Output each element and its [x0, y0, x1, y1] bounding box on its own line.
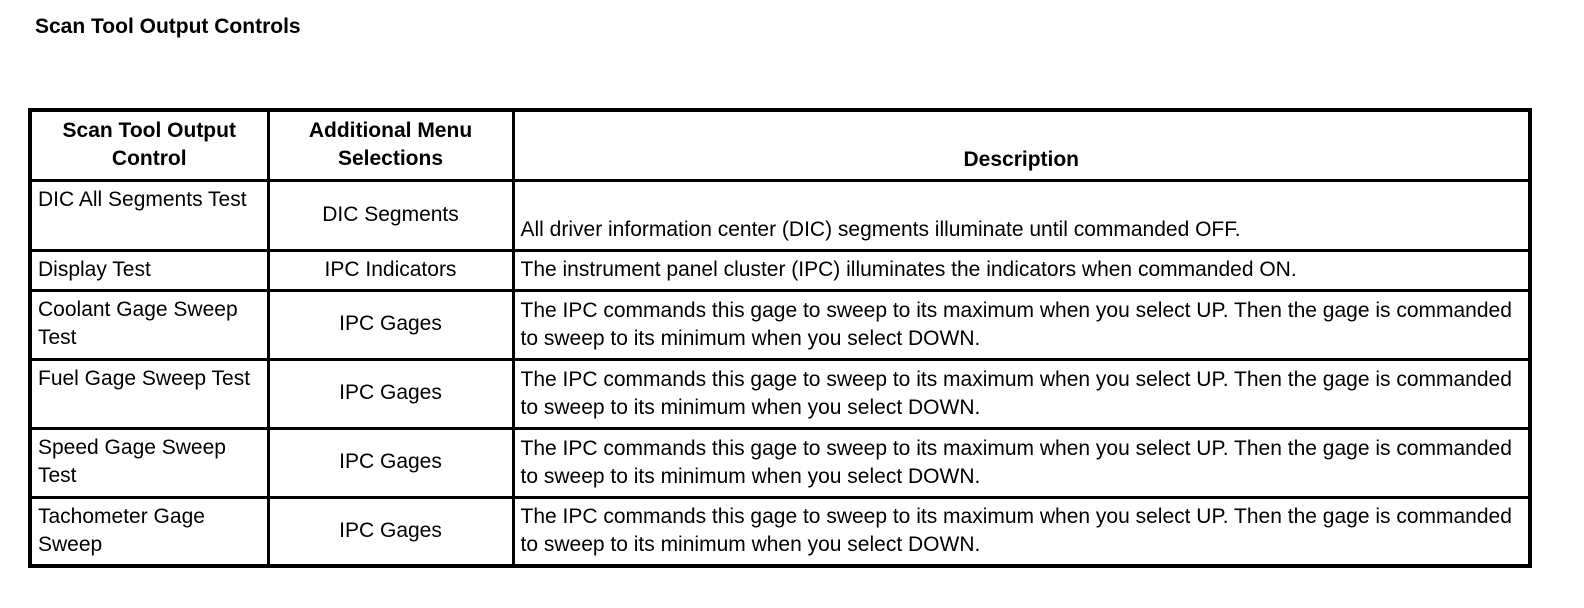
- table-row: [30, 359, 1530, 428]
- menu-cell: DIC Segments: [268, 180, 513, 250]
- menu-cell: IPC Gages: [268, 359, 513, 428]
- menu-cell: IPC Gages: [268, 428, 513, 497]
- description-cell: The IPC commands this gage to sweep to its maximum when you select UP. Then the gage is commanded to sweep to its minimum when you select DOWN.: [513, 359, 1530, 428]
- header-control: Scan Tool Output Control: [30, 110, 268, 180]
- table-row: [30, 180, 1530, 250]
- table-row: [30, 428, 1530, 497]
- table-row: [30, 290, 1530, 359]
- header-description: Description: [513, 110, 1530, 180]
- control-cell: Display Test: [30, 250, 268, 290]
- menu-cell: IPC Gages: [268, 290, 513, 359]
- table-row: [30, 250, 1530, 290]
- output-controls-table: [28, 108, 1532, 568]
- control-cell: Tachometer Gage Sweep: [30, 497, 268, 566]
- description-cell: The IPC commands this gage to sweep to its maximum when you select UP. Then the gage is commanded to sweep to its minimum when you select DOWN.: [513, 497, 1530, 566]
- page-title: Scan Tool Output Controls: [35, 15, 301, 38]
- control-cell: DIC All Segments Test: [30, 180, 268, 250]
- control-cell: Fuel Gage Sweep Test: [30, 359, 268, 428]
- description-cell: The IPC commands this gage to sweep to its maximum when you select UP. Then the gage is commanded to sweep to its minimum when you select DOWN.: [513, 428, 1530, 497]
- menu-cell: IPC Gages: [268, 497, 513, 566]
- menu-cell: IPC Indicators: [268, 250, 513, 290]
- description-cell: The IPC commands this gage to sweep to its maximum when you select UP. Then the gage is commanded to sweep to its minimum when you select DOWN.: [513, 290, 1530, 359]
- control-cell: Coolant Gage Sweep Test: [30, 290, 268, 359]
- table-header-row: [30, 110, 1530, 180]
- description-cell: The instrument panel cluster (IPC) illuminates the indicators when commanded ON.: [513, 250, 1530, 290]
- header-menu: Additional Menu Selections: [268, 110, 513, 180]
- control-cell: Speed Gage Sweep Test: [30, 428, 268, 497]
- table-row: [30, 497, 1530, 566]
- description-cell: All driver information center (DIC) segments illuminate until commanded OFF.: [513, 180, 1530, 250]
